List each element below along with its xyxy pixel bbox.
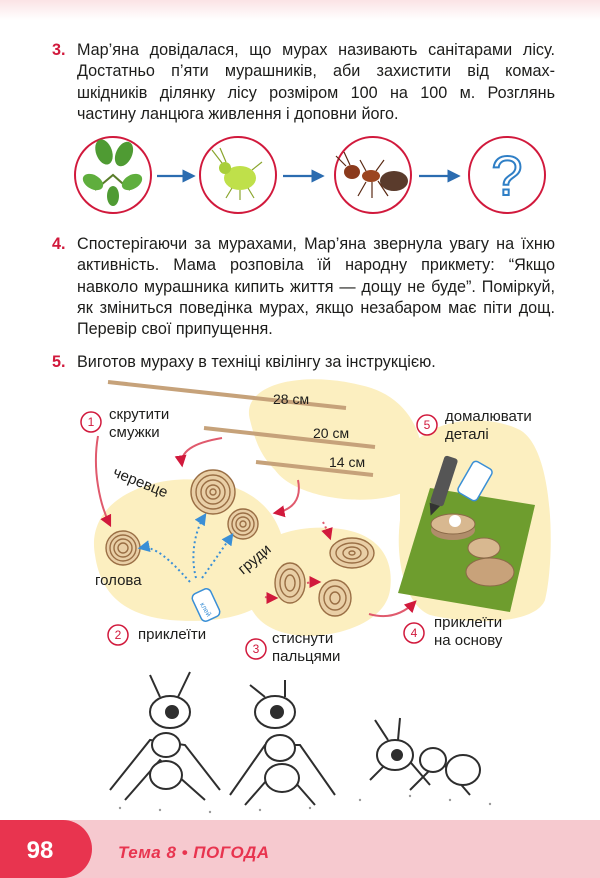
step-3-label: стиснути пальцями (272, 630, 341, 665)
step-number: 2 (114, 628, 122, 642)
task-number: 4. (52, 235, 66, 253)
chain-aphid (200, 137, 276, 213)
chain-leaf (75, 137, 151, 213)
coil-chest (228, 509, 258, 539)
step-number: 3 (252, 642, 260, 656)
quilled-ants-illustration (110, 672, 480, 805)
part-label-abdomen: черевце (110, 463, 171, 502)
task-text: Виготов мураху в техніці квілінгу за інструкцією. (77, 353, 436, 371)
coil-abdomen (191, 470, 235, 514)
step-1-label: скрутити смужки (109, 406, 170, 441)
strip-length-label: 28 см (273, 391, 310, 407)
strip-length-label: 14 см (329, 454, 366, 470)
coil-pressed-3 (330, 538, 374, 568)
task-text: Спостерігаючи за мурахами, Мар’яна звернула увагу на їхню активність. Мама розповіла їй народну прикмету: “Якщо навколо мурашника кипить життя — дощу не буде”. Поміркуй, як зміниться поведінка мурах, якщо незабаром має піти дощ. Перевір свої припущення. (77, 235, 555, 339)
coil-pressed-1 (275, 563, 305, 603)
step-number: 1 (87, 415, 95, 429)
task-3 (52, 40, 555, 125)
task-number: 5. (52, 353, 66, 371)
task-4 (52, 234, 555, 340)
top-strip (0, 0, 600, 20)
step-1 (81, 412, 101, 432)
chain-ant (335, 137, 411, 213)
task-text: Мар’яна довідалася, що мурах називають санітарами лісу. Достатньо п’яти мурашників, аби захистити від комах-шкідників ділянку лісу розміром 100 на 100 м. Розглянь частину ланцюга живлення і доповни його. (77, 41, 555, 123)
step-number: 4 (410, 626, 418, 640)
part-label-chest: груди (234, 540, 275, 579)
page-number: 98 (26, 837, 54, 864)
step-4 (404, 623, 424, 643)
task-5 (52, 352, 555, 373)
step-3 (246, 639, 266, 659)
question-mark-icon: ? (491, 144, 523, 207)
step-4-label: приклеїти на основу (434, 614, 503, 649)
step-number: 5 (423, 418, 431, 432)
strip-length-label: 20 см (313, 425, 350, 441)
coil-head (106, 531, 140, 565)
step-2-label: приклеїти (138, 626, 207, 643)
theme-title: Тема 8 • ПОГОДА (118, 843, 270, 862)
glue-label: клей (198, 601, 212, 619)
step-5 (417, 415, 437, 435)
step-2 (108, 625, 128, 645)
coil-pressed-2 (319, 580, 351, 616)
dotted-ground (119, 795, 491, 813)
part-label-head: голова (95, 572, 142, 589)
chain-question (469, 137, 545, 213)
step-5-label: домалювати деталі (445, 408, 532, 443)
task-number: 3. (52, 41, 66, 59)
